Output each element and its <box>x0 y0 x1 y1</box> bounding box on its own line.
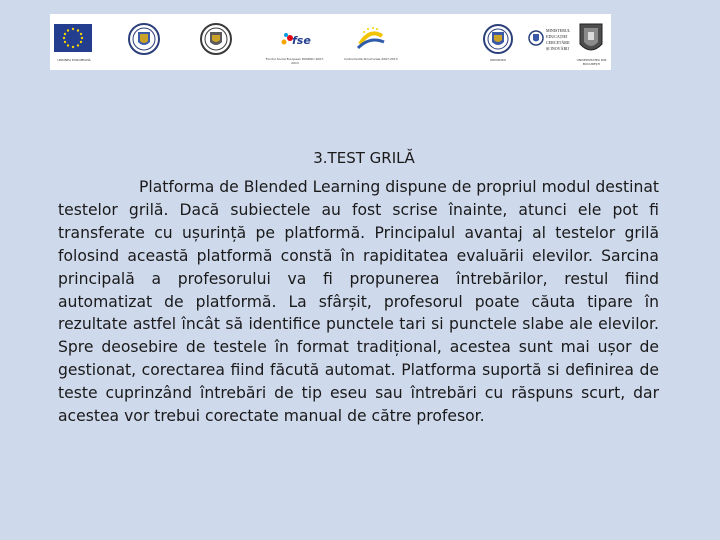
svg-text:fse: fse <box>292 34 311 47</box>
page-title: 3.TEST GRILĂ <box>313 149 415 167</box>
fse-logo <box>265 14 325 70</box>
oiposdru-crest-logo <box>480 14 520 70</box>
ministry-crest-icon <box>198 14 238 70</box>
university-crest-logo <box>572 14 611 70</box>
structural-instruments-logo <box>346 14 396 70</box>
government-crest-logo <box>126 14 166 70</box>
body-paragraph: Platforma de Blended Learning dispune de propriul modul destinat testelor grilă. Dacă subiectele au fost scrise înainte, atunci ele pot fi transferate cu ușurință pe platformă. Principalul avantaj al testelor grilă folosind această platformă constă în rapiditatea evaluării elevilor. Sarcina principală a profesorului va fi propunerea întrebărilor, restul fiind automatizat de platformă. La sfârșit, profesorul poate căuta tipare în rezultate astfel încât să identifice punctele tari si punctele slabe ale elevilor. Spre deosebire de testele în format tradițional, acestea sunt mai ușor de gestionat, corectarea fiind făcută automat. Platforma suportă si definirea de teste cuprinzând întrebări de tip eseu sau întrebări cu răspuns scurt, dar acestea vor trebui corectate manual de către profesor. <box>58 178 659 426</box>
logo-caption: Instrumente Structurale 2007-2013 <box>344 57 398 61</box>
ministry-crest-logo <box>198 14 238 70</box>
eu-flag-logo <box>50 14 98 70</box>
structural-instruments-logo-icon <box>346 14 396 70</box>
logo-caption: Fondul Social European POSDRU 2007-2013 <box>265 57 325 65</box>
logo-caption: MINISTERUL EDUCAȚIEI CERCETĂRII ȘI INOVĂRII <box>546 28 571 51</box>
logo-caption: UNIVERSITATEA DIN BUCUREȘTI <box>576 58 607 66</box>
ministry-education-logo <box>524 14 571 70</box>
government-crest-icon <box>126 14 166 70</box>
logo-caption: OIPOSDRU <box>490 58 506 62</box>
logo-strip <box>50 14 611 70</box>
logo-caption: UNIUNEA EUROPEANĂ <box>57 58 91 62</box>
